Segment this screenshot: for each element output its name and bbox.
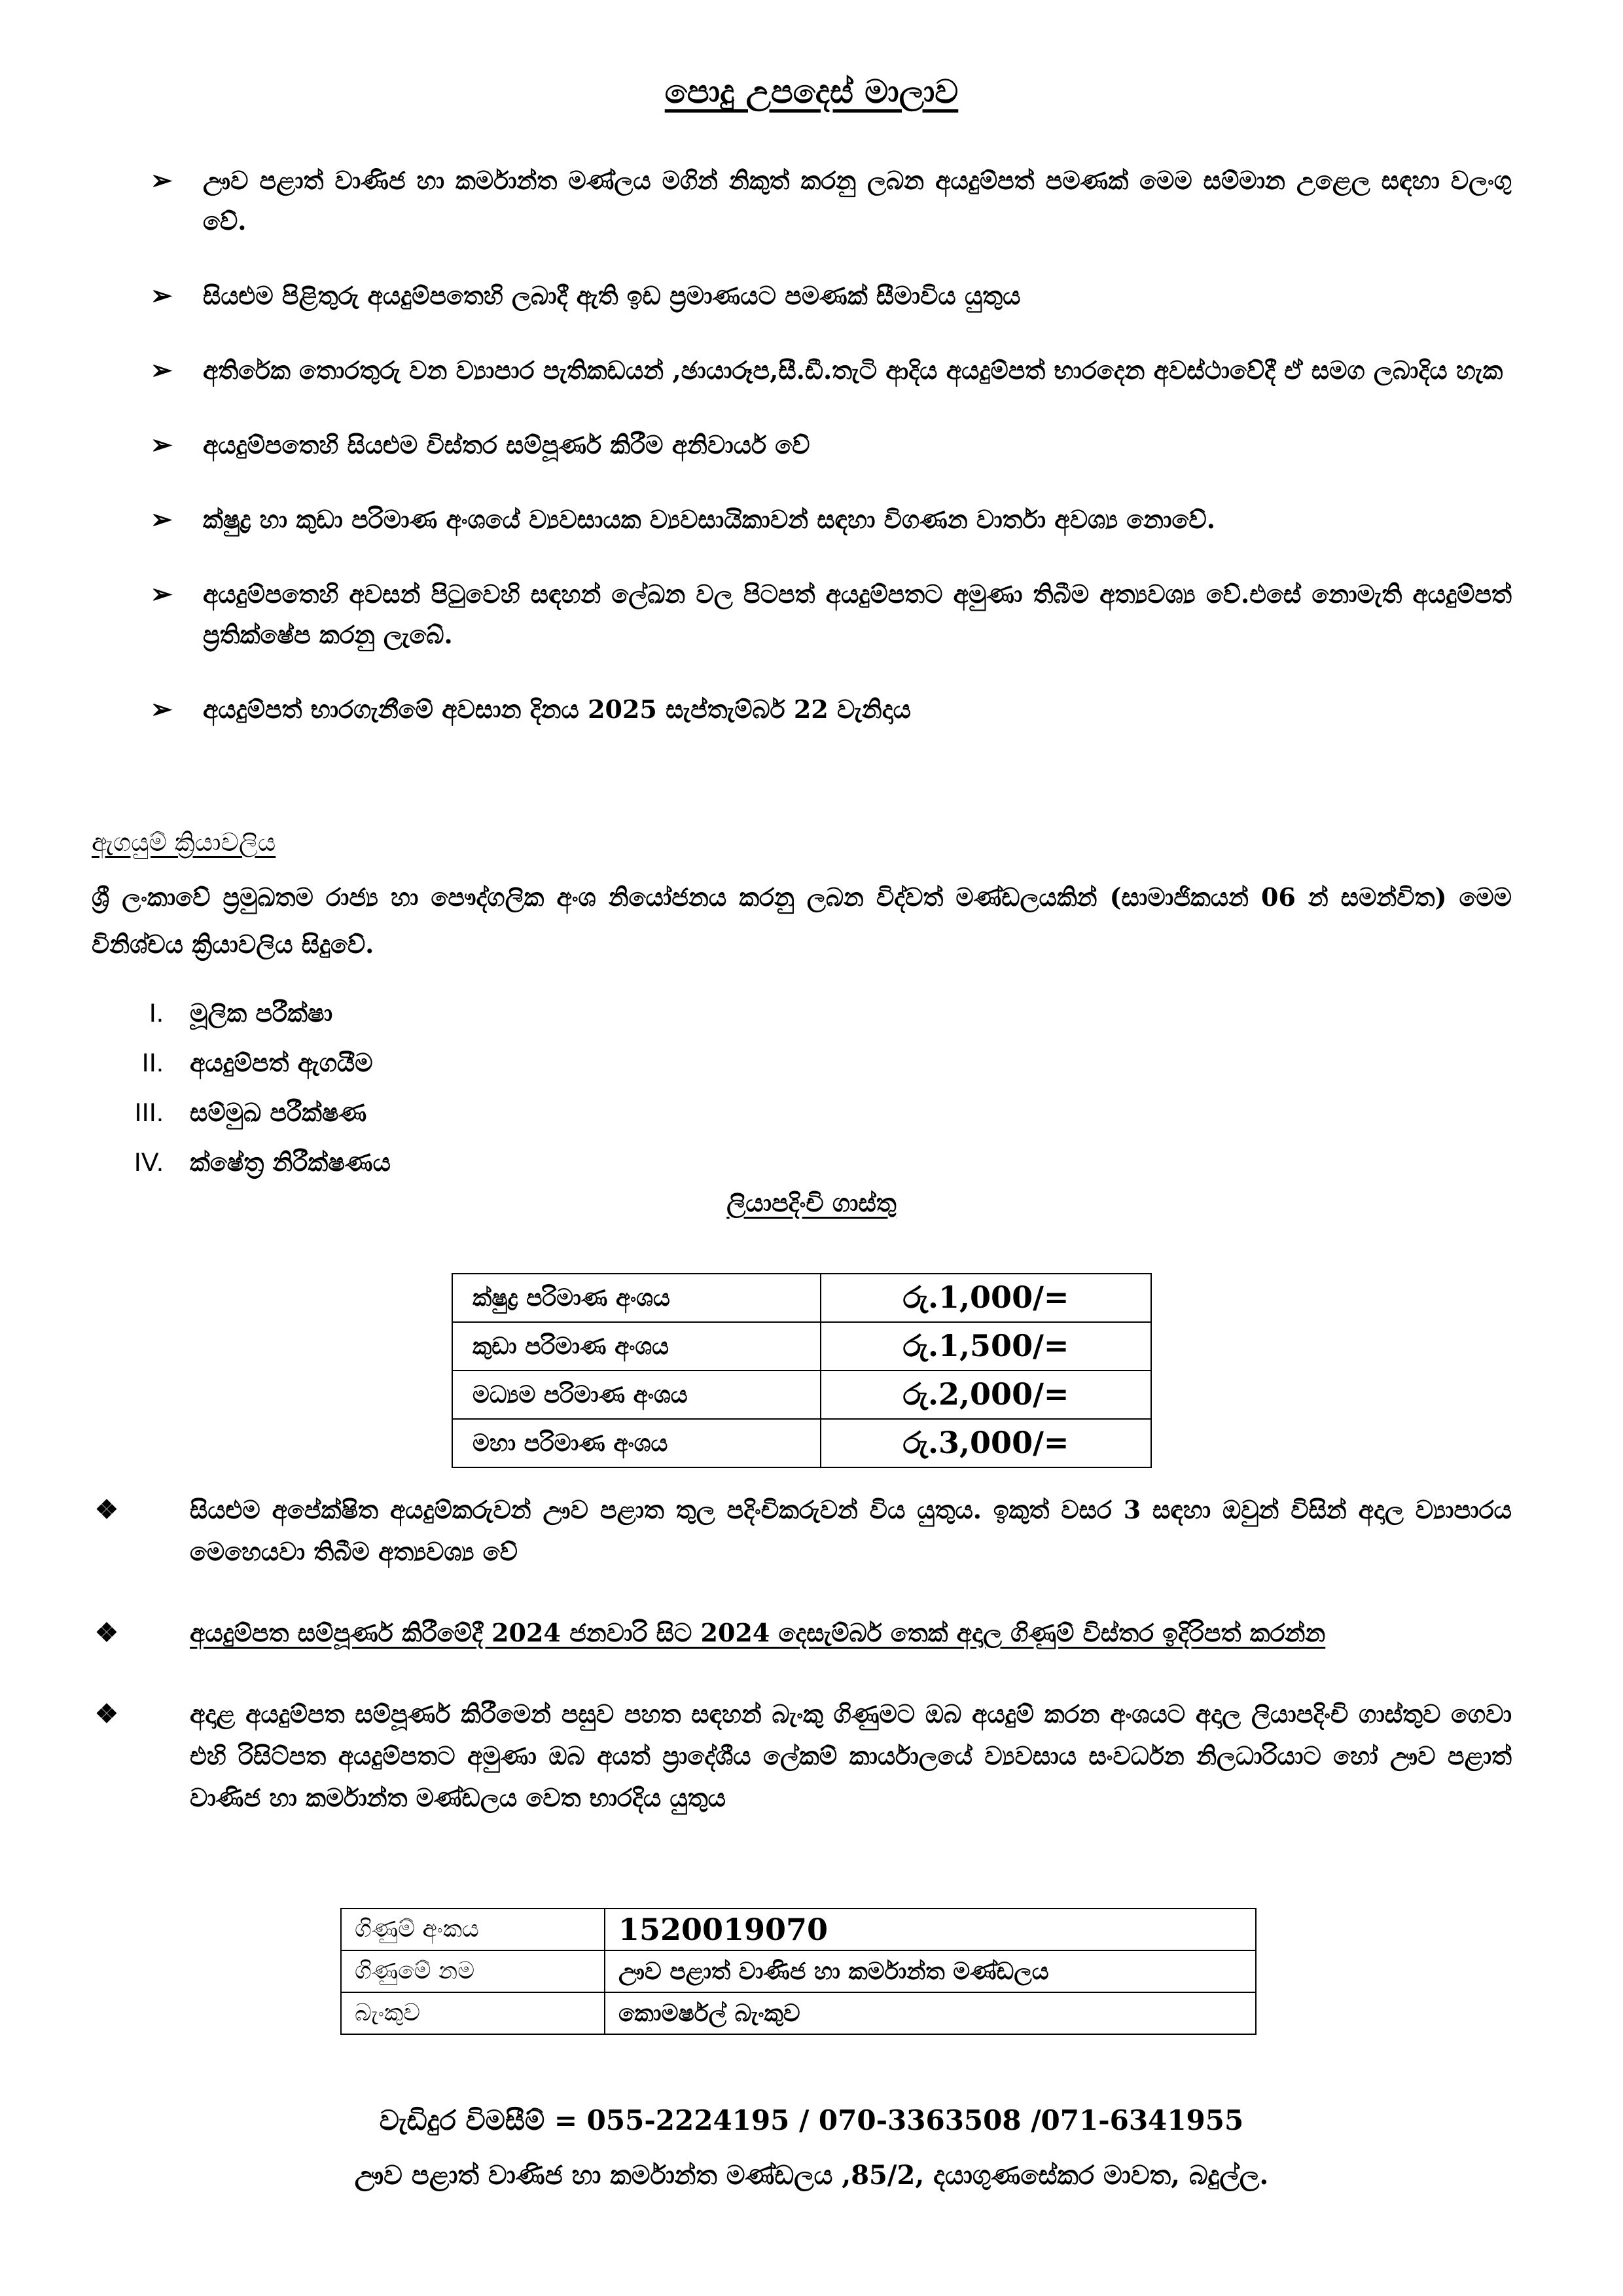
arrow-bullet-icon: ➢	[151, 355, 173, 386]
fees-title: ලියාපදිංචි ගාස්තු	[726, 1188, 897, 1217]
note-item	[92, 1612, 1512, 1654]
instruction-text: ක්ෂුද්‍ර හා කුඩා පරිමාණ අංශයේ ව්‍යවසායක ව්‍යවසායිකාවන් සඳහා විගණන වාර්තා අවශ්‍ය නොවේ.	[203, 505, 1215, 534]
instruction-text: අයදුම්පත් භාරගැනීමේ අවසාන දිනය 2025 සැප්තැම්බර් 22 වැනිදාය	[203, 694, 911, 724]
bank-details-table	[340, 1908, 1257, 2035]
fees-table	[452, 1273, 1152, 1468]
instructions-list	[151, 160, 1512, 764]
instruction-item	[151, 276, 1512, 316]
instruction-text: අයදුම්පතෙහි අවසන් පිටුවෙහි සඳහන් ලේඛන වල පිටපත් අයදුම්පතට අමුණා තිබීම අත්‍යවශ්‍ය වේ.එසේ නොමැති අයදුම්පත් ප්‍රතික්ෂේප කරනු ලැබේ.	[203, 579, 1512, 649]
step-text: අයදුම්පත් ඇගයීම	[190, 1048, 373, 1077]
fee-cell: රු.2,000/=	[821, 1371, 1151, 1419]
instruction-item	[151, 689, 1512, 730]
table-row	[452, 1419, 1151, 1467]
list-item	[92, 988, 877, 1038]
table-row	[341, 1992, 1256, 2034]
step-number: I.	[149, 999, 164, 1028]
table-row	[452, 1371, 1151, 1419]
account-no-label: ගිණුම් අංකය	[341, 1909, 605, 1950]
arrow-bullet-icon: ➢	[151, 429, 173, 460]
table-row	[452, 1274, 1151, 1322]
note-item	[92, 1489, 1512, 1573]
note-item	[92, 1693, 1512, 1819]
address-line: ඌව පළාත් වාණිජ හා කර්මාන්ත මණ්ඩලය ,85/2, දයාගුණසේකර මාවත, බදුල්ල.	[354, 2160, 1269, 2191]
arrow-bullet-icon: ➢	[151, 165, 173, 196]
instruction-text: අතිරේක තොරතුරු වන ව්‍යාපාර පැතිකඩයන් ,ඡායාරූප,සී.ඩී.තැටි ආදිය අයදුම්පත් භාරදෙන අවස්ථාවේදී ඒ සමග ලබාදිය හැක	[203, 355, 1503, 385]
arrow-bullet-icon: ➢	[151, 280, 173, 311]
contact-line: වැඩිදුර විමසීම් = 055-2224195 / 070-3363508 /071-6341955	[379, 2104, 1244, 2136]
diamond-bullet-icon: ❖	[95, 1698, 118, 1729]
evaluation-paragraph: ශ්‍රී ලංකාවේ ප්‍රමුඛතම රාජ්‍ය හා පෞද්ගලික අංශ නියෝජනය කරනු ලබන විද්වත් මණ්ඩලයකින් (සාමාජිකයන් 06 න් සමන්විත) මෙම විනිශ්චය ක්‍රියාවලිය සිදුවේ.	[92, 882, 1512, 959]
instruction-item	[151, 499, 1512, 540]
evaluation-heading: ඇගයුම් ක්‍රියාවලිය	[92, 828, 276, 857]
instruction-text: ඌව පළාත් වාණිජ හා කර්මාන්ත මණ්ලය මගින් නිකුත් කරනු ලබන අයදුම්පත් පමණක් මෙම සම්මාන උළෙල සඳහා වලංගු වේ.	[203, 166, 1512, 236]
step-number: IV.	[134, 1148, 164, 1177]
list-item	[92, 1038, 877, 1088]
account-name-value: ඌව පළාත් වාණිජ හා කර්මාන්ත මණ්ඩලය	[605, 1950, 1256, 1992]
note-text: අයදුම්පත සම්පූර්ණ කිරීමේදී 2024 ජනවාරි සිට 2024 දෙසැම්බර් තෙක් අදාල ගිණුම් විස්තර ඉදිරිපත් කරන්න	[190, 1618, 1326, 1647]
instruction-item	[151, 160, 1512, 242]
list-item	[92, 1088, 877, 1138]
sector-cell: කුඩා පරිමාණ අංශය	[452, 1322, 821, 1371]
diamond-bullet-icon: ❖	[95, 1617, 118, 1648]
note-text: සියළුම අපේක්ෂිත අයදුම්කරුවන් ඌව පළාත තුල පදිංචිකරුවන් විය යුතුය. ඉකුත් වසර 3 සඳහා ඔවුන් විසින් අදාල ව්‍යාපාරය මෙහෙයවා තිබීම අත්‍යවශ්‍ය වේ	[190, 1495, 1512, 1566]
sector-cell: මධ්‍යම පරිමාණ අංශය	[452, 1371, 821, 1419]
step-text: මූලික පරීක්ෂා	[190, 998, 333, 1028]
account-name-label: ගිණුමේ නම	[341, 1950, 605, 1992]
fee-cell: රු.3,000/=	[821, 1419, 1151, 1467]
bank-label: බැංකුව	[341, 1992, 605, 2034]
instruction-text: අයදුම්පතෙහි සියළුම විස්තර සම්පූර්ණ කිරීම අනිවාර්ය වේ	[203, 430, 810, 459]
page-title: පොදු උපදෙස් මාලාව	[664, 72, 959, 111]
account-no-value: 1520019070	[605, 1909, 1256, 1950]
table-row	[452, 1322, 1151, 1371]
fee-cell: රු.1,000/=	[821, 1274, 1151, 1322]
arrow-bullet-icon: ➢	[151, 694, 173, 725]
arrow-bullet-icon: ➢	[151, 579, 173, 609]
step-text: ක්ෂේත්‍ර නිරීක්ෂණය	[190, 1147, 391, 1177]
fee-cell: රු.1,500/=	[821, 1322, 1151, 1371]
instruction-item	[151, 425, 1512, 465]
notes-list	[92, 1489, 1512, 1858]
step-text: සම්මුඛ පරීක්ෂණ	[190, 1098, 367, 1127]
instruction-text: සියළුම පිළිතුරු අයදුම්පතෙහි ලබාදී ඇති ඉඩ ප්‍රමාණයට පමණක් සීමාවිය යුතුය	[203, 281, 1021, 310]
arrow-bullet-icon: ➢	[151, 504, 173, 535]
list-item	[92, 1138, 877, 1187]
bank-name-value: කොමර්ෂල් බැංකුව	[605, 1992, 1256, 2034]
sector-cell: මහා පරිමාණ අංශය	[452, 1419, 821, 1467]
step-number: II.	[141, 1049, 164, 1077]
note-text: අදාළ අයදුම්පත සම්පූර්ණ කිරීමෙන් පසුව පහත සඳහන් බැංකු ගිණුමට ඔබ අයදුම් කරන අංශයට අදාල ලියාපදිංචි ගාස්තුව ගෙවා එහි රිසිට්පත අයදුම්පතට අමුණා ඔබ අයත් ප්‍රාදේශීය ලේකම් කාර්යාලයේ ව්‍යවසාය සංවර්ධන නිලධාරියාට හෝ ඌව පළාත් වාණිජ හා කර්මාන්ත මණ්ඩලය වෙත භාරදිය යුතුය	[190, 1699, 1512, 1812]
evaluation-steps	[92, 988, 877, 1187]
table-row	[341, 1909, 1256, 1950]
table-row	[341, 1950, 1256, 1992]
instruction-item	[151, 574, 1512, 655]
step-number: III.	[134, 1098, 164, 1127]
sector-cell: ක්ෂුද්‍ර පරිමාණ අංශය	[452, 1274, 821, 1322]
diamond-bullet-icon: ❖	[95, 1494, 118, 1525]
instruction-item	[151, 350, 1512, 391]
